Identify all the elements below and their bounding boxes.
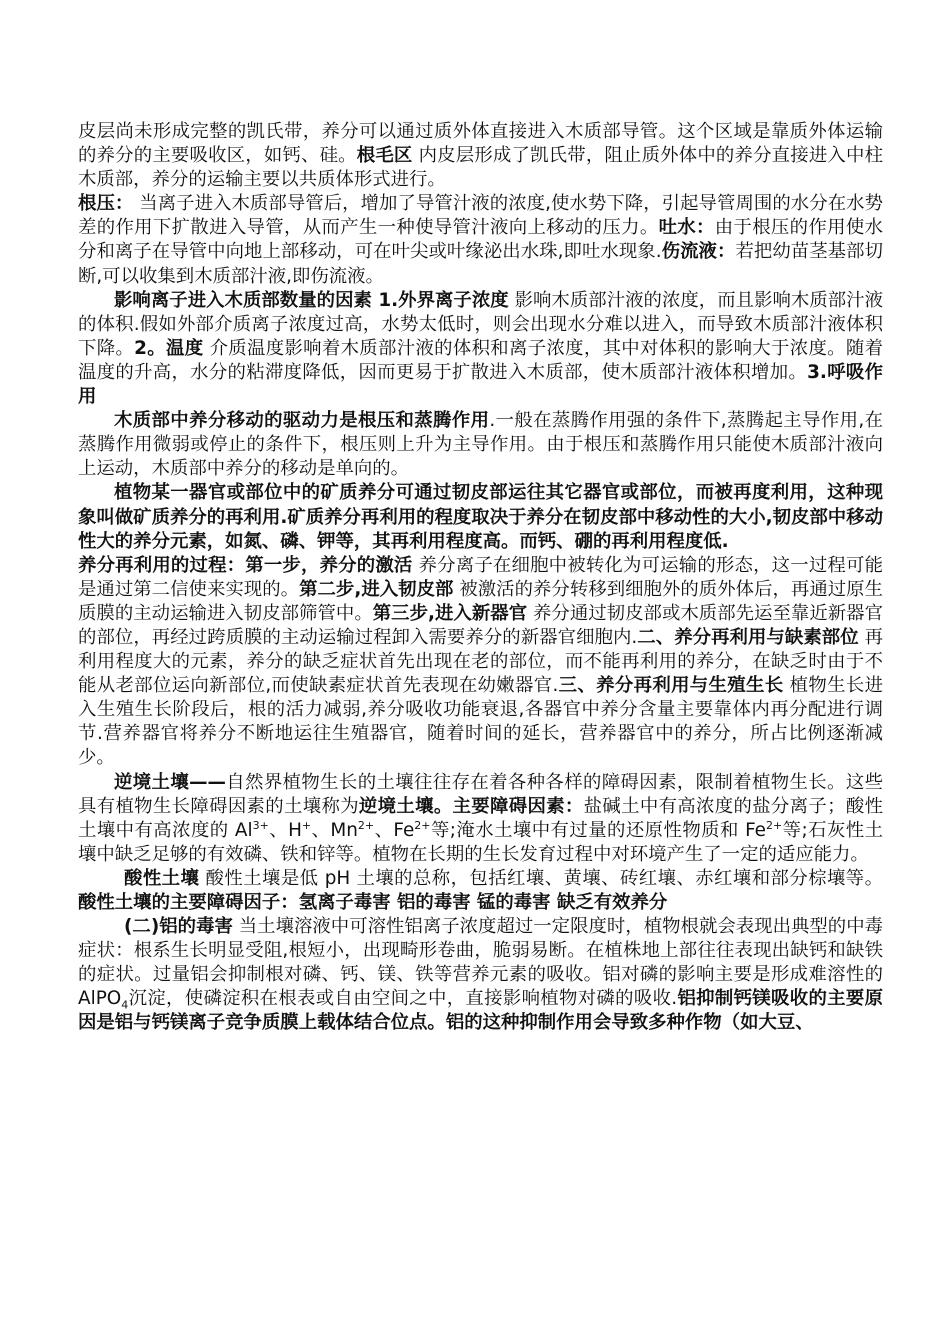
heading-section-three: 三、养分再利用与生殖生长 <box>558 675 784 697</box>
term-step-one: 养分再利用的过程：第一步，养分的激活 <box>78 554 413 576</box>
term-respiration: 3.呼吸作用 <box>78 361 883 408</box>
term-guttation: 吐水： <box>658 217 715 239</box>
term-aluminum-competition: 铝抑制钙镁吸收的主要原因是铝与钙镁离子竞争质膜上载体结合位点。铝的这种抑制作用会导致多种作物（如大豆、 <box>78 988 883 1034</box>
heading-acid-soil: 酸性土壤 <box>124 867 200 889</box>
heading-adverse-soil: 逆境土壤—— <box>114 771 226 793</box>
paragraph-xylem-driving-force: 木质部中养分移动的驱动力是根压和蒸腾作用.一般在蒸腾作用强的条件下,蒸腾起主导作用,在蒸腾作用微弱或停止的条件下，根压则上升为主导作用。由于根压和蒸腾作用只能使木质部汁液向上运动，木质部中养分的移动是单向的。 <box>78 410 883 480</box>
heading-ion-factors: 影响离子进入木质部数量的因素 1.外界离子浓度 <box>114 289 509 311</box>
paragraph-root-pressure: 根压： 当离子进入木质部导管后，增加了导管汁液的浓度,使水势下降，引起导管周围的水分在水势差的作用下扩散进入导管，从而产生一种使导管汁液向上移动的压力。吐水：由于根压的作用使水分和离子在导管中向地上部移动，可在叶尖或叶缘泌出水珠,即吐水现象.伤流液：若把幼苗茎基部切断,可以收集到木质部汁液,即伤流液。 <box>78 193 883 287</box>
term-bleeding-sap: 伤流液： <box>661 241 736 263</box>
paragraph-nutrient-reuse <box>78 481 883 553</box>
heading-xylem-driving-force: 木质部中养分移动的驱动力是根压和蒸腾作用 <box>114 410 490 432</box>
heading-aluminum-toxicity: (二)铝的毒害 <box>124 916 233 938</box>
term-step-three: 第三步,进入新器官 <box>372 602 528 624</box>
term-temperature: 2。温度 <box>134 337 204 359</box>
paragraph-adverse-soil: 逆境土壤——自然界植物生长的土壤往往存在着各种各样的障碍因素，限制着植物生长。这些具有植物生长障碍因素的土壤称为逆境土壤。主要障碍因素：盐碱土中有高浓度的盐分离子；酸性土壤中有高浓度的 $Al^{3+}$、H+、$Mn^{2+}$、$Fe^{2+}$等;淹水土壤中有过量的还原性物质和 $Fe^{2+}$等;石灰性土壤中缺乏足够的有效磷、铁和锌等。植物在长期的生长发育过程中对环境产生了一定的适应能力。 <box>78 771 883 865</box>
paragraph-acid-soil: 酸性土壤 酸性土壤是低 pH 土壤的总称，包括红壤、黄壤、砖红壤、赤红壤和部分棕壤等。酸性土壤的主要障碍因子：氢离子毒害 铝的毒害 锰的毒害 缺乏有效养分 <box>78 867 883 913</box>
heading-section-two: 二、养分再利用与缺素部位 <box>637 626 859 648</box>
term-acid-soil-factors: 酸性土壤的主要障碍因子：氢离子毒害 铝的毒害 锰的毒害 缺乏有效养分 <box>78 892 668 913</box>
paragraph-reuse-process: 养分再利用的过程：第一步，养分的激活 养分离子在细胞中被转化为可运输的形态，这一过程可能是通过第二信使来实现的。第二步,进入韧皮部 被激活的养分转移到细胞外的质外体后，再通过原生质膜的主动运输进入韧皮部筛管中。第三步,进入新器官 养分通过韧皮部或木质部先运至靠近新器官的部位，再经过跨质膜的主动运输过程卸入需要养分的新器官细胞内.二、养分再利用与缺素部位 再利用程度大的元素，养分的缺乏症状首先出现在老的部位，而不能再利用的养分，在缺乏时由于不能从老部位运向新部位,而使缺素症状首先表现在幼嫩器官.三、养分再利用与生殖生长 植物生长进入生殖生长阶段后，根的活力减弱,养分吸收功能衰退,各器官中养分含量主要靠体内再分配进行调节.营养器官将养分不断地运往生殖器官，随着时间的延长，营养器官中的养分，所占比例逐渐减少。 <box>78 554 883 769</box>
document-page <box>78 120 883 1036</box>
term-step-two: 第二步,进入韧皮部 <box>299 578 454 600</box>
paragraph-ion-factors: 影响离子进入木质部数量的因素 1.外界离子浓度 影响木质部汁液的浓度，而且影响木质部汁液的体积.假如外部介质离子浓度过高，水势太低时，则会出现水分难以进入，而导致木质部汁液体积下降。2。温度 介质温度影响着木质部汁液的体积和离子浓度，其中对体积的影响大于浓度。随着温度的升高，水分的粘滞度降低，因而更易于扩散进入木质部，使木质部汁液体积增加。3.呼吸作用 <box>78 289 883 408</box>
paragraph-aluminum-toxicity: (二)铝的毒害 当土壤溶液中可溶性铝离子浓度超过一定限度时，植物根就会表现出典型的中毒症状：根系生长明显受阻,根短小，出现畸形卷曲，脆弱易断。在植株地上部往往表现出缺钙和缺铁的症状。过量铝会抑制根对磷、钙、镁、铁等营养元素的吸收。铝对磷的影响主要是形成难溶性的 AlPO$_4$沉淀，使磷淀积在根表或自由空间之中，直接影响植物对磷的吸收.铝抑制钙镁吸收的主要原因是铝与钙镁离子竞争质膜上载体结合位点。铝的这种抑制作用会导致多种作物（如大豆、 <box>78 916 883 1034</box>
heading-nutrient-reuse: 植物某一器官或部位中的矿质养分可通过韧皮部运往其它器官或部位，而被再度利用，这种现象叫做矿质养分的再利用.矿质养分再利用的程度取决于养分在韧皮部中移动性的大小,韧皮部中移动性大的养分元素，如氮、磷、钾等，其再利用程度高。而钙、硼的再利用程度低. <box>78 482 883 552</box>
paragraph-apoplast-zone: 皮层尚未形成完整的凯氏带，养分可以通过质外体直接进入木质部导管。这个区域是靠质外体运输的养分的主要吸收区，如钙、硅。根毛区 内皮层形成了凯氏带，阻止质外体中的养分直接进入中柱木质部，养分的运输主要以共质体形式进行。 <box>78 121 883 191</box>
term-main-obstacles: 逆境土壤。主要障碍因素： <box>358 795 584 817</box>
term-root-pressure: 根压： <box>78 193 134 215</box>
term-root-hair-zone: 根毛区 <box>356 145 413 167</box>
